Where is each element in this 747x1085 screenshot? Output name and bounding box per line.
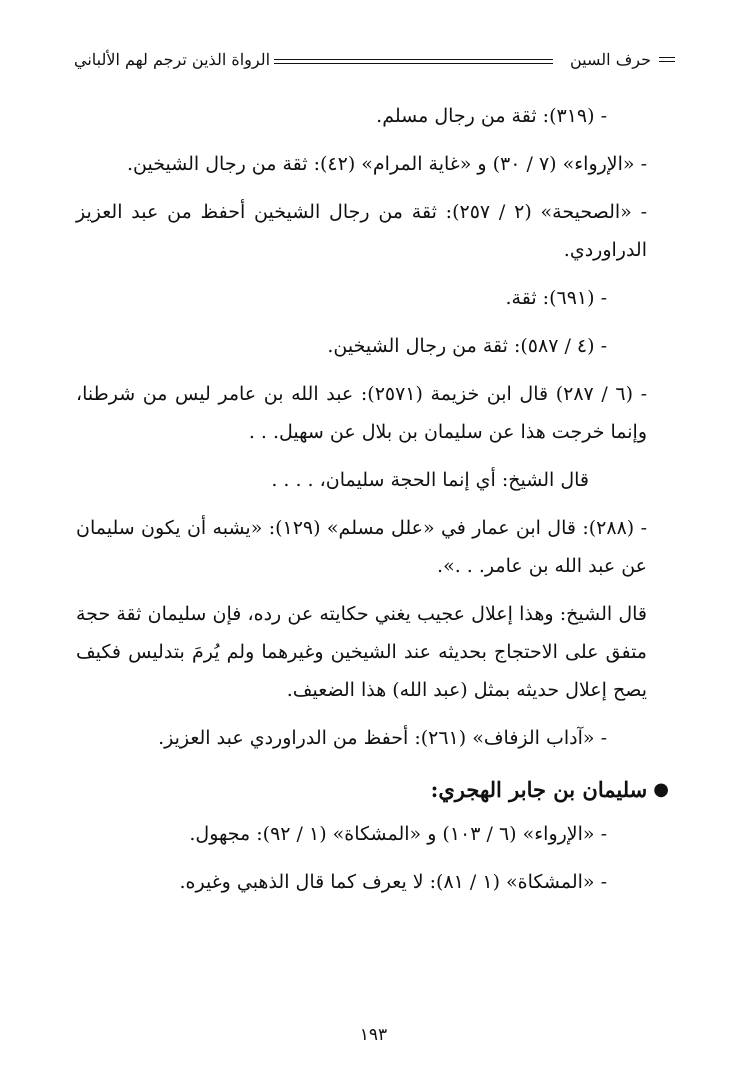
page-number: ١٩٣ [359,1025,388,1045]
bullet-icon: ● [653,779,669,800]
narrator-name: سليمان بن جابر الهجري: [430,777,648,802]
header-chapter [570,50,675,69]
text-line: - (٦٩١): ثقة. [505,287,607,309]
text-line: - (٦ / ٢٨٧) قال ابن خزيمة (٢٥٧١): عبد الله بن عامر ليس من شرطنا، وإنما خرجت هذا عن سليمان بن بلال عن سهيل. . . [76,383,647,443]
book-title: الرواة الذين ترجم لهم الألباني [74,50,271,69]
running-header [74,50,675,72]
text-line: - (٢٨٨): قال ابن عمار في «علل مسلم» (١٢٩): «يشبه أن يكون سليمان عن عبد الله بن عامر. . .». [76,517,647,577]
text-line: - (٤ / ٥٨٧): ثقة من رجال الشيخين. [327,335,607,357]
header-book [74,50,270,69]
chapter-title: حرف السين [570,50,651,69]
text-line: - «آداب الزفاف» (٢٦١): أحفظ من الدراوردي عبد العزيز. [158,727,607,749]
header-dash [659,57,675,62]
text-line: - «الإرواء» (٧ / ٣٠) و «غاية المرام» (٤٢): ثقة من رجال الشيخين. [126,153,647,175]
header-rule [274,59,553,64]
sheikh-comment: قال الشيخ: وهذا إعلال عجيب يغني حكايته عن رده، فإن سليمان ثقة حجة متفق على الاحتجاج بحديثه عند الشيخين وغيرهما ولم يُرمَ بتدليس فكيف يصح إعلال حديثه بمثل (عبد الله) هذا الضعيف. [76,603,647,701]
text-line: - «المشكاة» (١ / ٨١): لا يعرف كما قال الذهبي وغيره. [179,871,607,893]
sheikh-comment: قال الشيخ: أي إنما الحجة سليمان، . . . . [271,469,589,491]
text-line: - «الإرواء» (٦ / ١٠٣) و «المشكاة» (١ / ٩٢): مجهول. [189,823,607,845]
page-body [76,97,669,911]
narrator-entry-heading [76,771,669,809]
text-line: - (٣١٩): ثقة من رجال مسلم. [376,105,607,127]
text-line: - «الصحيحة» (٢ / ٢٥٧): ثقة من رجال الشيخين أحفظ من عبد العزيز الدراوردي. [76,201,647,261]
